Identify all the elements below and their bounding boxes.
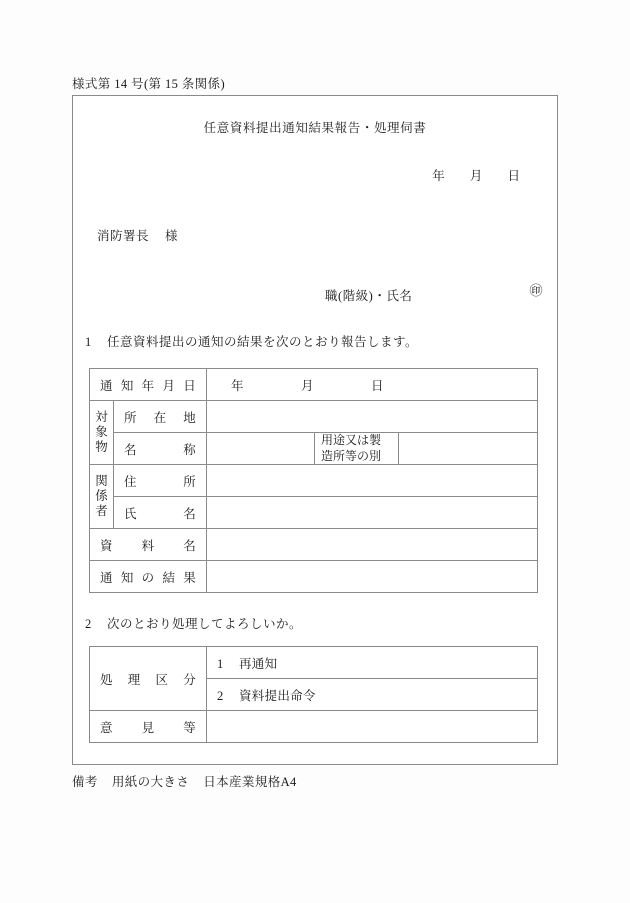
material-name-label: 資 料 名 bbox=[90, 529, 207, 561]
material-name-value[interactable] bbox=[207, 529, 538, 561]
usage-type-value[interactable] bbox=[399, 433, 538, 465]
remark-label: 備考 bbox=[72, 775, 98, 789]
table-row bbox=[90, 369, 538, 401]
notice-result-label: 通 知 の 結 果 bbox=[90, 561, 207, 593]
statement-one-number: 1 bbox=[85, 335, 92, 349]
addressee-office: 消防署長 bbox=[97, 229, 150, 243]
object-name-value[interactable] bbox=[207, 433, 315, 465]
location-label: 所 在 地 bbox=[114, 401, 207, 433]
form-number: 様式第 14 号(第 15 条関係) bbox=[72, 77, 226, 91]
statement-two bbox=[85, 614, 302, 632]
object-group-label: 対象物 bbox=[90, 401, 114, 465]
signature-label: 職(階級)・氏名 bbox=[325, 289, 413, 303]
notice-date-day: 日 bbox=[371, 378, 385, 393]
disposition-option-2-text: 資料提出命令 bbox=[239, 688, 316, 703]
table-row bbox=[90, 497, 538, 529]
opinion-label: 意 見 等 bbox=[90, 711, 207, 743]
disposition-option-1-text: 再通知 bbox=[239, 656, 278, 671]
location-value[interactable] bbox=[207, 401, 538, 433]
object-name-label: 名 称 bbox=[114, 433, 207, 465]
related-address-label: 住 所 bbox=[114, 465, 207, 497]
report-table bbox=[89, 368, 538, 593]
opinion-value[interactable] bbox=[207, 711, 538, 743]
table-row bbox=[90, 401, 538, 433]
statement-two-number: 2 bbox=[85, 617, 92, 631]
table-row bbox=[90, 465, 538, 497]
table-row bbox=[90, 647, 538, 679]
statement-one bbox=[85, 332, 418, 350]
related-name-label: 氏 名 bbox=[114, 497, 207, 529]
notice-date-label: 通 知 年 月 日 bbox=[90, 369, 207, 401]
date-line bbox=[422, 166, 531, 184]
addressee bbox=[97, 226, 178, 244]
date-day-label: 日 bbox=[507, 169, 521, 183]
remark-value: 日本産業規格A4 bbox=[203, 775, 297, 789]
statement-two-text: 次のとおり処理してよろしいか。 bbox=[107, 617, 303, 631]
seal-icon: ㊞ bbox=[529, 283, 543, 298]
table-row bbox=[90, 433, 538, 465]
related-party-group-label: 関係者 bbox=[90, 465, 114, 529]
disposition-option-1[interactable] bbox=[207, 647, 538, 679]
table-row bbox=[90, 561, 538, 593]
remark-note bbox=[72, 772, 297, 790]
notice-result-value[interactable] bbox=[207, 561, 538, 593]
notice-date-value[interactable] bbox=[207, 369, 538, 401]
notice-date-month: 月 bbox=[301, 378, 315, 393]
related-name-value[interactable] bbox=[207, 497, 538, 529]
date-month-label: 月 bbox=[469, 169, 483, 183]
disposition-label: 処 理 区 分 bbox=[90, 647, 207, 711]
disposition-option-2-number: 2 bbox=[217, 688, 224, 703]
usage-type-label: 用途又は製造所等の別 bbox=[315, 433, 399, 465]
document-title: 任意資料提出通知結果報告・処理伺書 bbox=[203, 121, 427, 135]
related-address-value[interactable] bbox=[207, 465, 538, 497]
disposition-table bbox=[89, 646, 538, 743]
notice-date-year: 年 bbox=[231, 378, 245, 393]
table-row bbox=[90, 529, 538, 561]
statement-one-text: 任意資料提出の通知の結果を次のとおり報告します。 bbox=[107, 335, 419, 349]
table-row bbox=[90, 711, 538, 743]
form-frame bbox=[72, 95, 558, 765]
disposition-option-1-number: 1 bbox=[217, 656, 224, 671]
disposition-option-2[interactable] bbox=[207, 679, 538, 711]
date-year-label: 年 bbox=[432, 169, 446, 183]
remark-text: 用紙の大きさ bbox=[111, 775, 190, 789]
addressee-honorific: 様 bbox=[165, 229, 179, 243]
